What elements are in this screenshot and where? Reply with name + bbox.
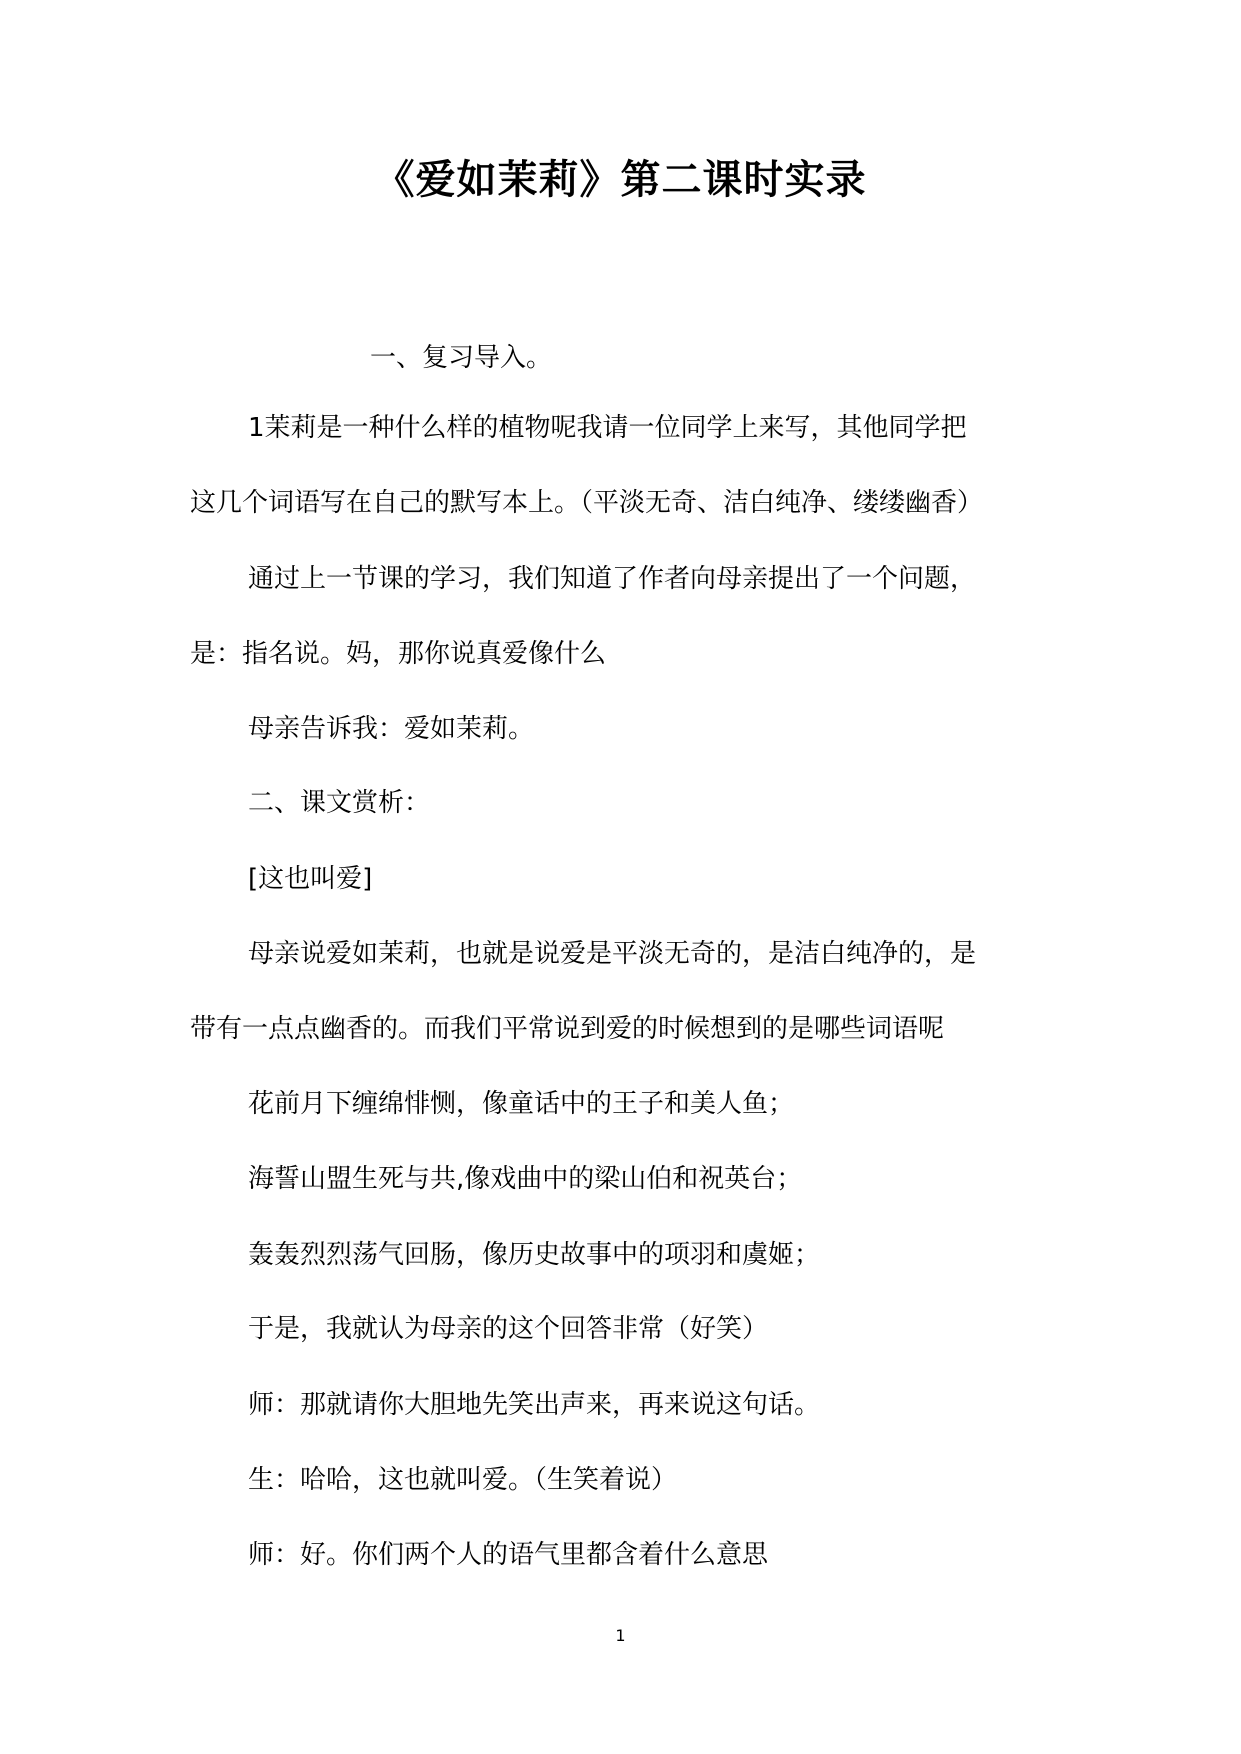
paragraph-line: 1茉莉是一种什么样的植物呢我请一位同学上来写，其他同学把: [248, 413, 967, 443]
paragraph-line: 是：指名说。妈，那你说真爱像什么: [190, 639, 607, 669]
section-heading-review: 一、复习导入。: [370, 343, 553, 373]
dialogue-line-teacher: 师：那就请你大胆地先笑出声来，再来说这句话。: [248, 1390, 821, 1420]
dialogue-line-student: 生：哈哈，这也就叫爱。（生笑着说）: [248, 1465, 678, 1495]
paragraph-line: 这几个词语写在自己的默写本上。（平淡无奇、洁白纯净、缕缕幽香）: [190, 488, 984, 518]
paragraph-line: 通过上一节课的学习，我们知道了作者向母亲提出了一个问题，: [248, 564, 977, 594]
dialogue-line-teacher: 师：好。你们两个人的语气里都含着什么意思: [248, 1540, 769, 1570]
page-number: 1: [615, 1626, 626, 1645]
paragraph-line: 海誓山盟生死与共,像戏曲中的梁山伯和祝英台；: [248, 1164, 803, 1194]
paragraph-line: 母亲告诉我：爱如茉莉。: [248, 714, 535, 744]
paragraph-line: 母亲说爱如茉莉，也就是说爱是平淡无奇的，是洁白纯净的，是: [248, 939, 977, 969]
subsection-heading: [这也叫爱]: [248, 864, 373, 894]
paragraph-line: 轰轰烈烈荡气回肠，像历史故事中的项羽和虞姬；: [248, 1240, 821, 1270]
paragraph-line: 于是，我就认为母亲的这个回答非常（好笑）: [248, 1314, 769, 1344]
paragraph-line: 带有一点点幽香的。而我们平常说到爱的时候想到的是哪些词语呢: [190, 1014, 945, 1044]
paragraph-line: 花前月下缠绵悱恻，像童话中的王子和美人鱼；: [248, 1089, 795, 1119]
section-heading-analysis: 二、课文赏析：: [248, 788, 431, 818]
document-title: 《爱如茉莉》第二课时实录: [374, 157, 867, 203]
